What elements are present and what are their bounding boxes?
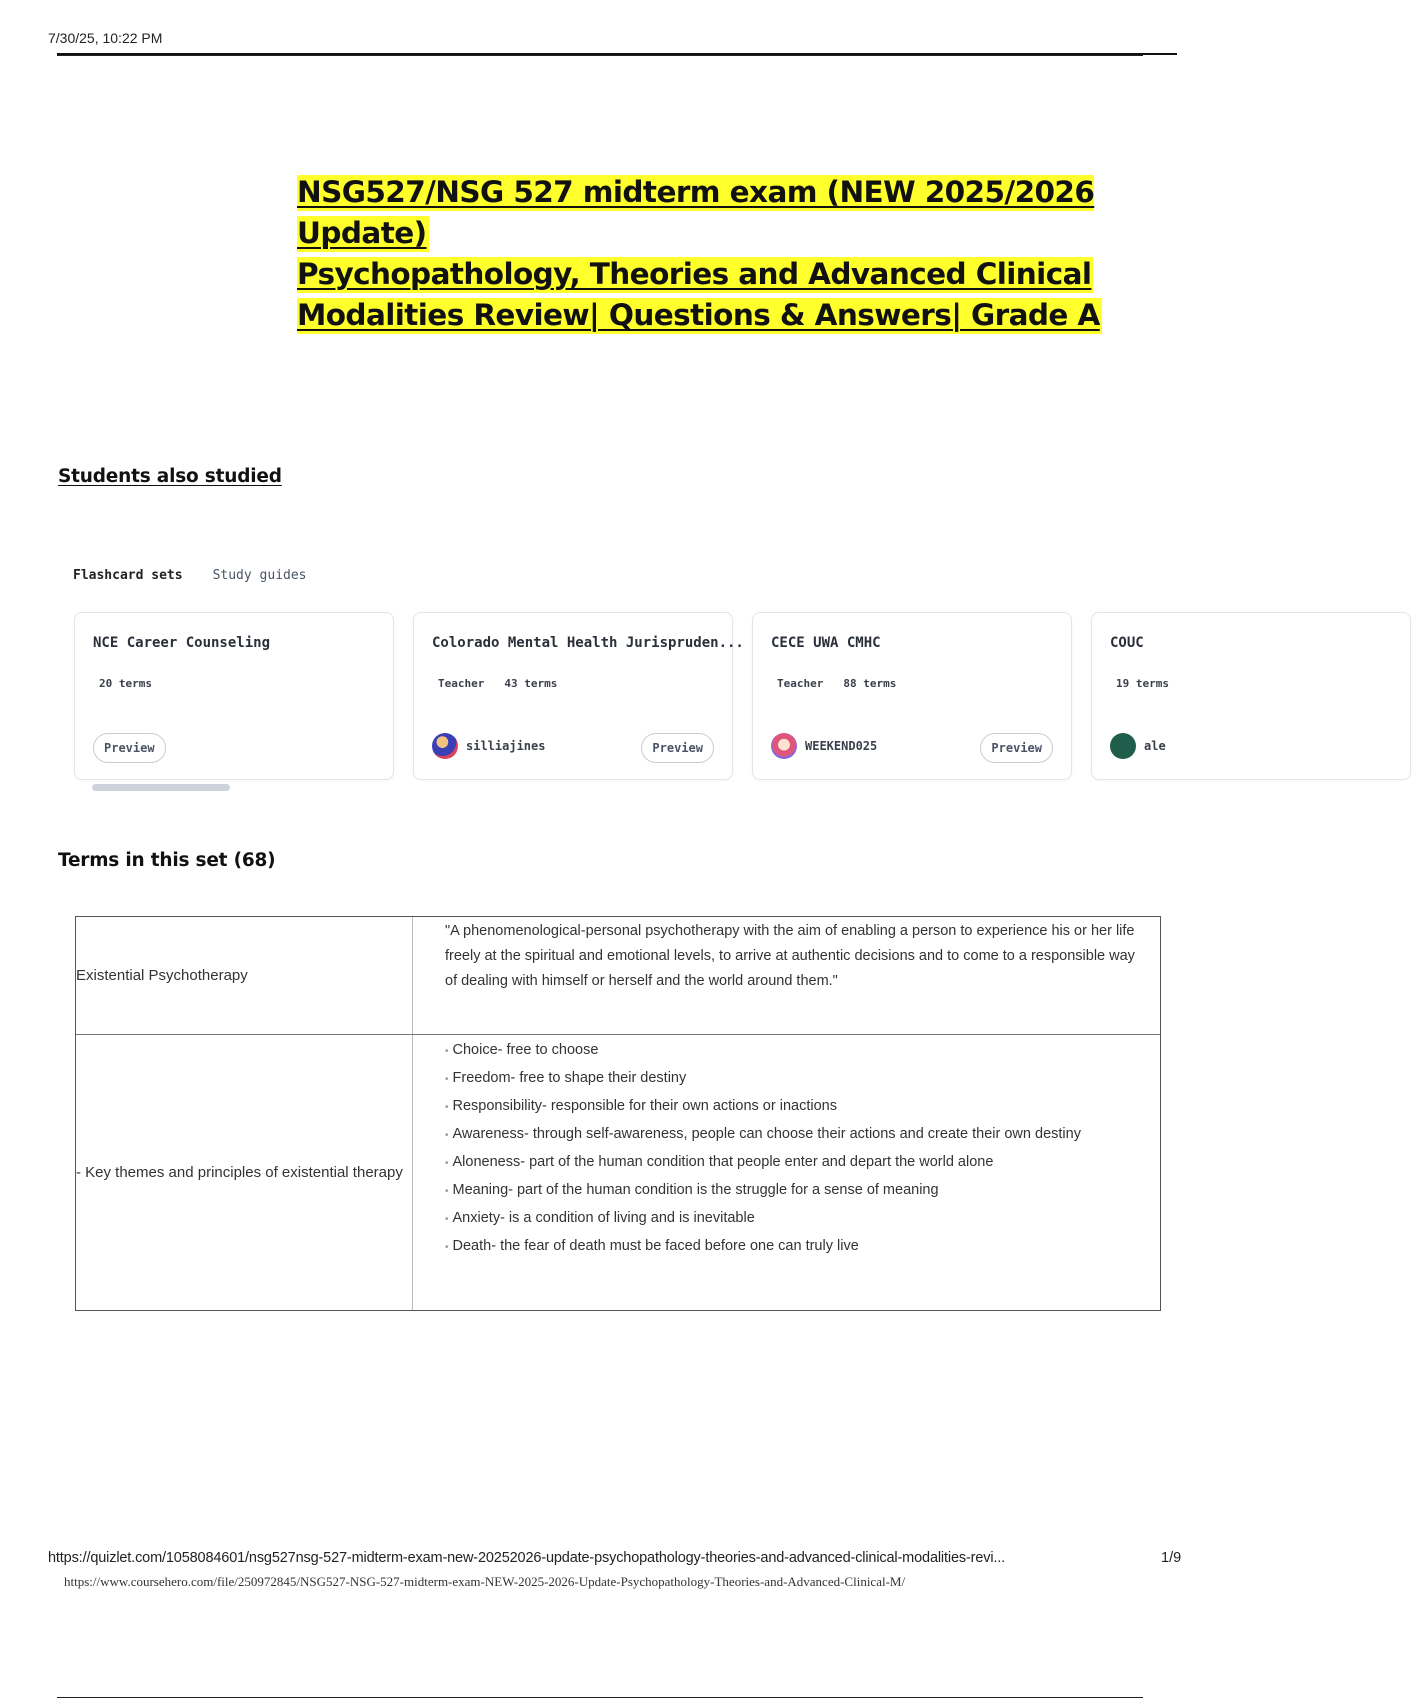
author-name: ale — [1144, 739, 1166, 753]
card-title: CECE UWA CMHC — [771, 635, 881, 651]
card-meta — [438, 677, 557, 690]
card-meta — [777, 677, 896, 690]
card-title: Colorado Mental Health Jurispruden... — [432, 635, 744, 651]
author-name: silliajines — [466, 739, 546, 753]
preview-button[interactable]: Preview — [93, 733, 166, 763]
avatar — [1110, 733, 1136, 759]
avatar — [771, 733, 797, 759]
definition-bullet: • Aloneness- part of the human condition that people enter and depart the world alone — [445, 1154, 994, 1170]
source-url[interactable]: https://www.coursehero.com/file/250972845/NSG527-NSG-527-midterm-exam-NEW-2025-2026-Update-Psychopathology-Theories-and-Advanced-Clinical-M/ — [64, 1574, 906, 1589]
students-also-studied-heading: Students also studied — [58, 466, 282, 487]
card-title: NCE Career Counseling — [93, 635, 271, 651]
author-name: WEEKEND025 — [805, 739, 878, 753]
definition-bullet: • Meaning- part of the human condition is the struggle for a sense of meaning — [445, 1182, 939, 1198]
definition-bullet: • Responsibility- responsible for their own actions or inactions — [445, 1098, 837, 1114]
term-cell: Existential Psychotherapy — [76, 917, 413, 1034]
preview-button[interactable]: Preview — [980, 733, 1053, 763]
card-term-count: 88 terms — [843, 677, 897, 690]
card-meta — [1116, 677, 1169, 690]
title-line-1: NSG527/NSG 527 midterm exam (NEW 2025/2026 Update) — [297, 175, 1095, 250]
card-title: COUC — [1110, 635, 1144, 651]
tab-flashcard-sets[interactable]: Flashcard sets — [73, 568, 183, 583]
definition-bullet: • Choice- free to choose — [445, 1042, 599, 1058]
card-author[interactable] — [1110, 733, 1166, 759]
card-term-count: 19 terms — [1116, 677, 1169, 690]
print-date: 7/30/25, 10:22 PM — [48, 30, 163, 46]
carousel-scroll-thumb[interactable] — [92, 784, 230, 791]
definition-cell — [413, 1035, 1160, 1310]
definition-bullet: • Anxiety- is a condition of living and is inevitable — [445, 1210, 755, 1226]
study-set-card[interactable] — [752, 612, 1072, 780]
title-line-3: Modalities Review| Questions & Answers| Grade A — [297, 298, 1100, 332]
definition-cell: "A phenomenological-personal psychotherapy with the aim of enabling a person to experience his or her life freely at the spiritual and emotional levels, to arrive at authentic decisions and to come to a responsible way of dealing with himself or herself and the world around them." — [445, 923, 1135, 989]
term-cell: - Key themes and principles of existential therapy — [76, 1035, 413, 1310]
card-author[interactable] — [432, 733, 545, 759]
header-rule-thin — [57, 55, 1143, 56]
carousel-scrollbar[interactable] — [80, 784, 1158, 790]
table-row — [76, 1035, 1160, 1310]
footer-url[interactable]: https://quizlet.com/1058084601/nsg527nsg-527-midterm-exam-new-20252026-update-psychopathology-theories-and-advanced-clinical-modalities-revi... — [48, 1550, 1006, 1566]
teacher-badge: Teacher — [777, 677, 824, 690]
title-line-2: Psychopathology, Theories and Advanced Clinical — [297, 257, 1092, 291]
set-type-tabs — [73, 568, 307, 583]
card-meta — [99, 677, 152, 690]
definition-bullet: • Freedom- free to shape their destiny — [445, 1070, 687, 1086]
footer-rule — [57, 1697, 1143, 1698]
document-title — [297, 172, 1177, 336]
study-sets-carousel — [74, 612, 1169, 782]
card-term-count: 43 terms — [504, 677, 558, 690]
teacher-badge: Teacher — [438, 677, 485, 690]
terms-table — [75, 916, 1161, 1311]
study-set-card[interactable] — [74, 612, 394, 780]
table-row — [76, 917, 1160, 1035]
study-set-card[interactable] — [1091, 612, 1411, 780]
definition-bullet: • Awareness- through self-awareness, people can choose their actions and create their own destiny — [445, 1126, 1081, 1142]
avatar — [432, 733, 458, 759]
preview-button[interactable]: Preview — [641, 733, 714, 763]
page-number: 1/9 — [1161, 1550, 1182, 1566]
terms-heading: Terms in this set (68) — [58, 850, 276, 871]
card-author[interactable] — [771, 733, 877, 759]
card-term-count: 20 terms — [99, 677, 152, 690]
study-set-card[interactable] — [413, 612, 744, 780]
definition-bullet: • Death- the fear of death must be faced before one can truly live — [445, 1238, 859, 1254]
tab-study-guides[interactable]: Study guides — [212, 568, 307, 583]
